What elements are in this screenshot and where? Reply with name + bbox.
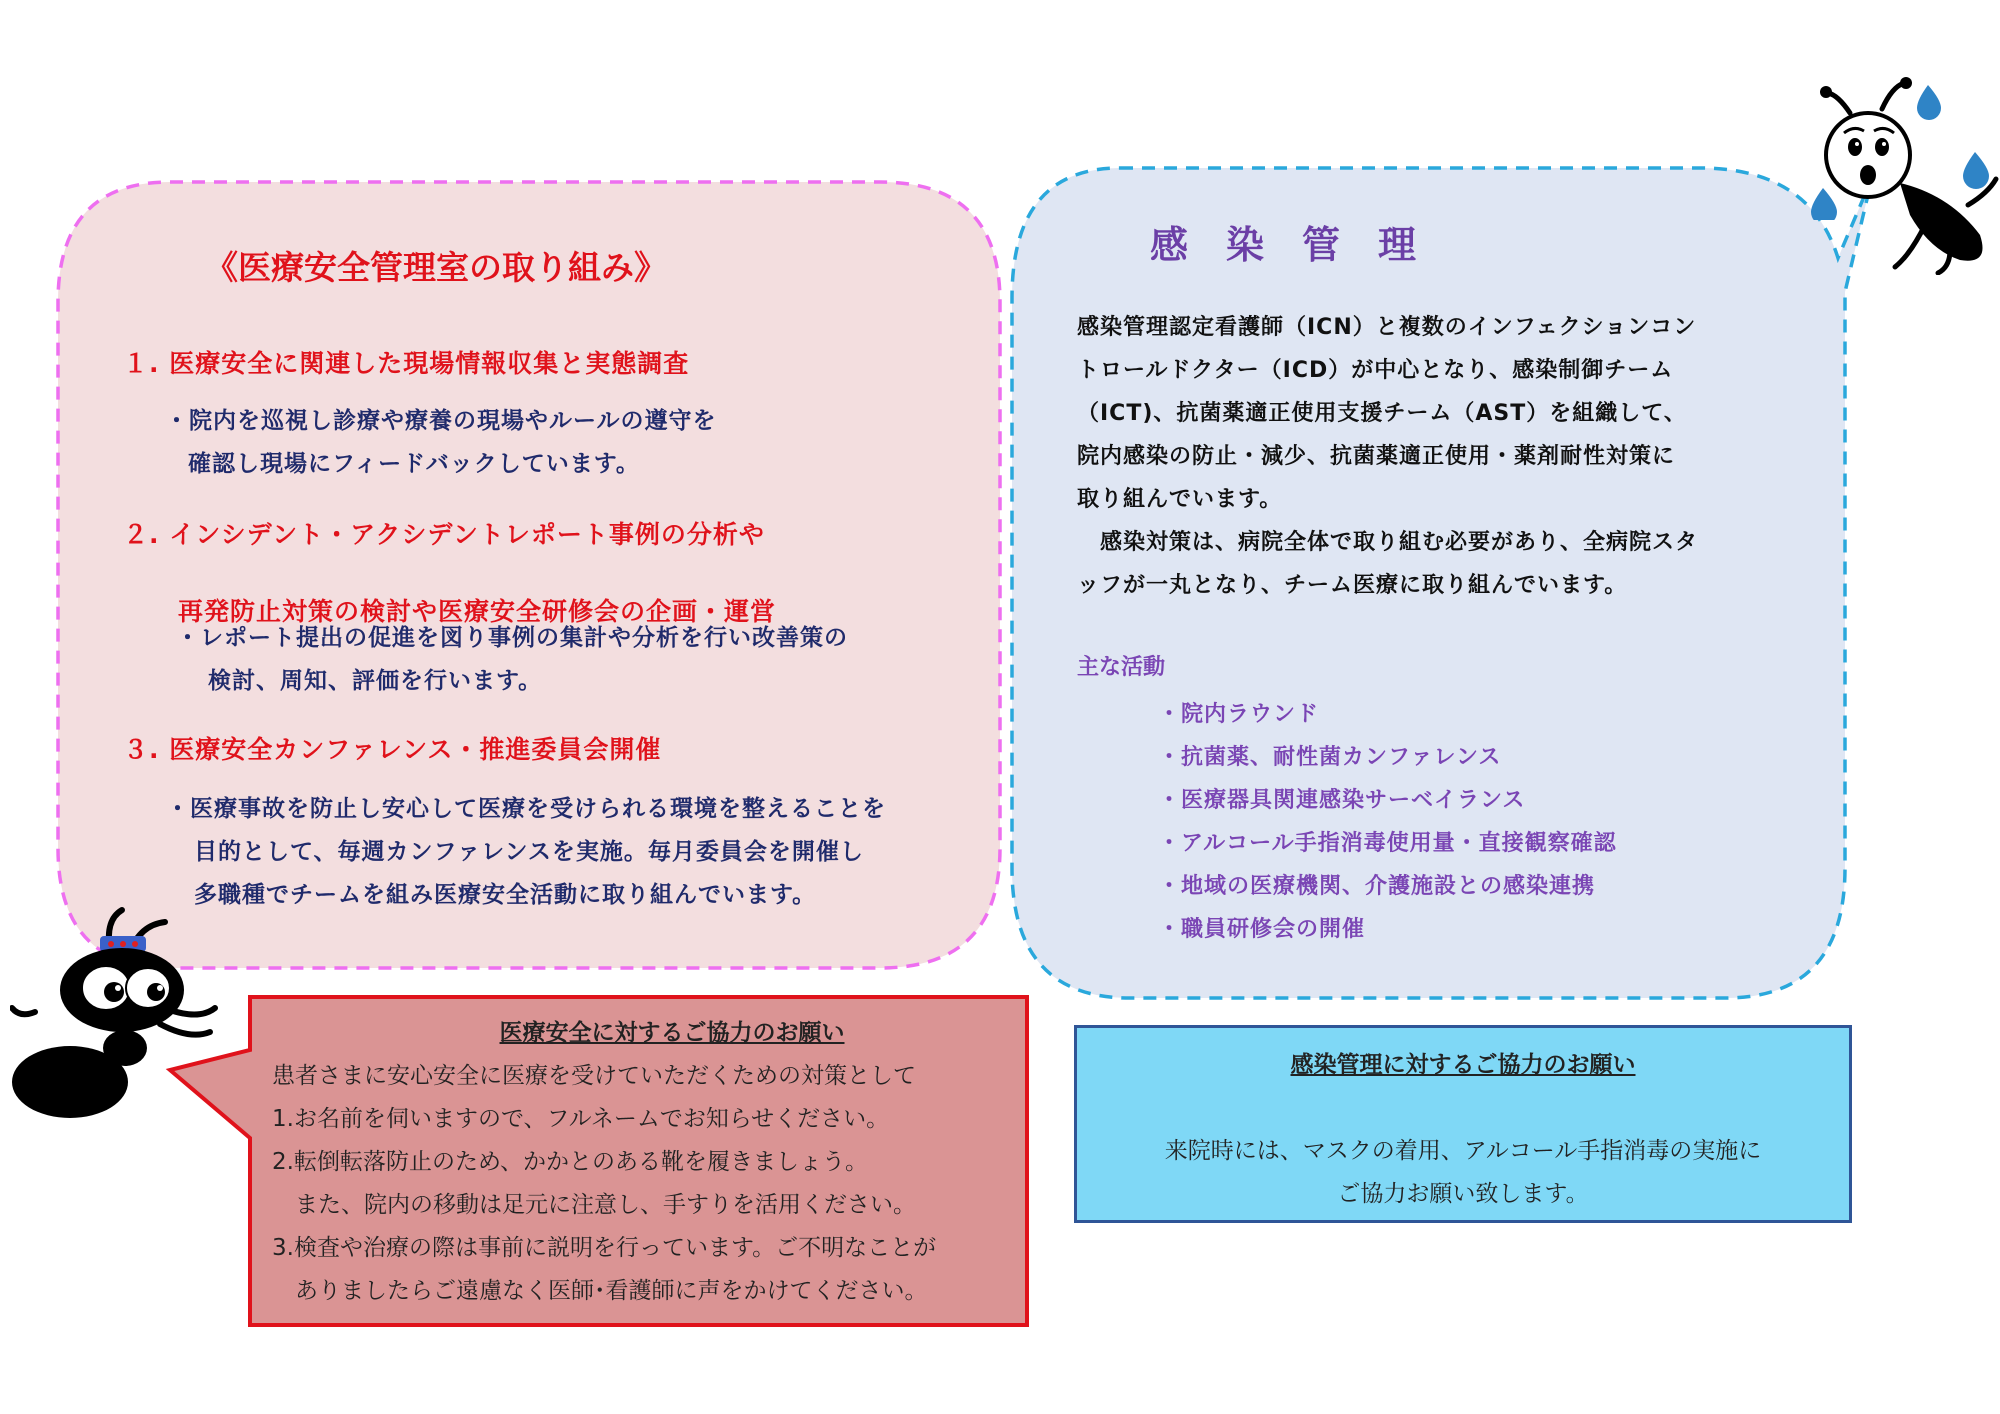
infection-title: 感染管理 xyxy=(1150,223,1455,267)
infection-paragraph-line: ッフが一丸となり、チーム医療に取り組んでいます。 xyxy=(1077,573,1628,598)
infection-paragraph-line: 院内感染の防止・減少、抗菌薬適正使用・薬剤耐性対策に xyxy=(1077,444,1676,469)
infection-paragraph-line: トロールドクター（ICD）が中心となり、感染制御チーム xyxy=(1077,358,1674,383)
infection-request-box xyxy=(1074,1025,1852,1223)
infection-request-body xyxy=(1077,1130,1849,1216)
safety-request-line: 1.お名前を伺いますので、フルネームでお知らせください。 xyxy=(272,1106,890,1132)
safety-section-1-line-1: ・院内を巡視し診療や療養の現場やルールの遵守を xyxy=(165,408,717,434)
safety-section-2-line-1: ・レポート提出の促進を図り事例の集計や分析を行い改善策の xyxy=(176,625,848,651)
safety-section-2-line-2: 検討、周知、評価を行います。 xyxy=(208,668,543,694)
safety-section-2-heading: ２. インシデント・アクシデントレポート事例の分析や xyxy=(123,520,765,549)
safety-section-1-line-2: 確認し現場にフィードバックしています。 xyxy=(188,451,640,477)
safety-request-title: 医療安全に対するご協力のお願い xyxy=(499,1020,845,1046)
safety-request-line: 患者さまに安心安全に医療を受けていただくための対策として xyxy=(272,1063,916,1089)
activity-item: ・職員研修会の開催 xyxy=(1158,917,1366,942)
activity-item: ・アルコール手指消毒使用量・直接観察確認 xyxy=(1158,831,1617,856)
safety-request-line: また、院内の移動は足元に注意し、手すりを活用ください。 xyxy=(272,1192,916,1218)
ant-mascot-icon xyxy=(10,900,225,1120)
safety-section-3-line-2: 目的として、毎週カンファレンスを実施。毎月委員会を開催し xyxy=(194,839,864,865)
activity-item: ・医療器具関連感染サーベイランス xyxy=(1158,788,1526,813)
activity-item: ・地域の医療機関、介護施設との感染連携 xyxy=(1158,874,1596,899)
activities-heading: 主な活動 xyxy=(1077,655,1166,680)
safety-request-box xyxy=(272,1012,1012,1313)
infection-paragraph-line: 感染管理認定看護師（ICN）と複数のインフェクションコン xyxy=(1077,315,1697,340)
infection-paragraph xyxy=(1077,306,1797,607)
safety-request-line: ありましたらご遠慮なく医師･看護師に声をかけてください。 xyxy=(272,1278,928,1304)
infection-paragraph-line: 感染対策は、病院全体で取り組む必要があり、全病院スタ xyxy=(1077,530,1699,555)
safety-section-2-heading-cont: 再発防止対策の検討や医療安全研修会の企画・運営 xyxy=(178,597,777,626)
infection-paragraph-line: （ICT)、抗菌薬適正使用支援チーム（AST）を組織して、 xyxy=(1077,401,1687,426)
infection-request-line: 来院時には、マスクの着用、アルコール手指消毒の実施に xyxy=(1164,1138,1762,1164)
activity-item: ・抗菌薬、耐性菌カンファレンス xyxy=(1158,745,1502,770)
safety-section-3-line-1: ・医療事故を防止し安心して医療を受けられる環境を整えることを xyxy=(166,796,886,822)
infection-request-line: ご協力お願い致します。 xyxy=(1337,1181,1589,1207)
activities-list xyxy=(1158,693,1617,951)
activity-item: ・院内ラウンド xyxy=(1158,702,1320,727)
safety-request-line: 3.検査や治療の際は事前に説明を行っています。ご不明なことが xyxy=(272,1235,937,1261)
safety-section-3-heading: ３. 医療安全カンファレンス・推進委員会開催 xyxy=(123,735,662,764)
safety-section-3-line-3: 多職種でチームを組み医療安全活動に取り組んでいます。 xyxy=(194,882,817,908)
sweat-drop-icon xyxy=(1805,80,1995,220)
infection-paragraph-line: 取り組んでいます。 xyxy=(1077,487,1283,512)
infection-request-title: 感染管理に対するご協力のお願い xyxy=(1290,1052,1636,1078)
safety-request-line: 2.転倒転落防止のため、かかとのある靴を履きましょう。 xyxy=(272,1149,869,1175)
safety-section-1-heading: １. 医療安全に関連した現場情報収集と実態調査 xyxy=(123,349,690,378)
safety-title: 《医療安全管理室の取り組み》 xyxy=(205,248,667,287)
